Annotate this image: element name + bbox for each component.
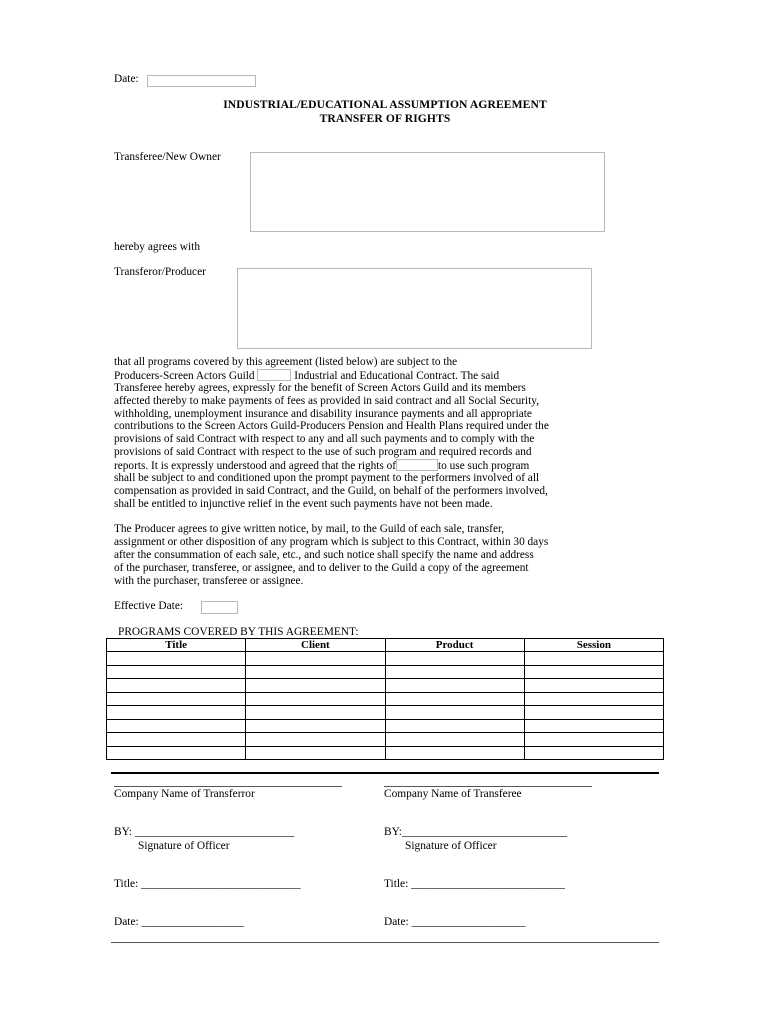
transferee-company-line[interactable] bbox=[384, 786, 592, 787]
paragraph-text: reports. It is expressly understood and agreed that the rights of bbox=[114, 460, 397, 473]
transferee-signature-label: Signature of Officer bbox=[405, 840, 497, 852]
title-cell[interactable] bbox=[107, 665, 246, 679]
product-cell[interactable] bbox=[385, 652, 524, 666]
client-cell[interactable] bbox=[246, 652, 385, 666]
notice-paragraph bbox=[114, 523, 659, 587]
programs-heading: PROGRAMS COVERED BY THIS AGREEMENT: bbox=[118, 626, 359, 638]
transferee-company-label: Company Name of Transferee bbox=[384, 788, 522, 800]
session-cell[interactable] bbox=[524, 652, 663, 666]
session-cell[interactable] bbox=[524, 733, 663, 747]
table-row bbox=[107, 733, 664, 747]
product-cell[interactable] bbox=[385, 679, 524, 693]
product-cell[interactable] bbox=[385, 692, 524, 706]
bottom-divider bbox=[111, 942, 659, 943]
title-cell[interactable] bbox=[107, 719, 246, 733]
transferee-by-line[interactable]: BY:_____________________________ bbox=[384, 826, 568, 838]
paragraph-line bbox=[114, 369, 659, 382]
paragraph-line: of the purchaser, transferee, or assignee, and to deliver to the Guild a copy of the agreement bbox=[114, 561, 529, 574]
paragraph-line: shall be subject to and conditioned upon the prompt payment to the performers involved of all bbox=[114, 472, 540, 485]
paragraph-line: shall be entitled to injunctive relief in the event such payments have not been made. bbox=[114, 497, 493, 510]
paragraph-line: The Producer agrees to give written notice, by mail, to the Guild of each sale, transfer, bbox=[114, 523, 505, 535]
section-divider bbox=[111, 772, 659, 774]
programs-table bbox=[106, 638, 664, 760]
rights-holder-field[interactable] bbox=[396, 459, 438, 471]
paragraph-line: compensation as provided in said Contract, and the Guild, on behalf of the performers involved, bbox=[114, 484, 548, 497]
column-header-session: Session bbox=[524, 639, 663, 652]
product-cell[interactable] bbox=[385, 665, 524, 679]
paragraph-line: assignment or other disposition of any program which is subject to this Contract, within 30 days bbox=[114, 535, 549, 548]
table-row bbox=[107, 665, 664, 679]
title-cell[interactable] bbox=[107, 679, 246, 693]
client-cell[interactable] bbox=[246, 679, 385, 693]
transferee-label: Transferee/New Owner bbox=[114, 151, 221, 163]
paragraph-line bbox=[114, 459, 659, 472]
client-cell[interactable] bbox=[246, 692, 385, 706]
client-cell[interactable] bbox=[246, 706, 385, 720]
paragraph-text: Producers-Screen Actors Guild bbox=[114, 369, 255, 382]
transferror-by-line[interactable]: BY: ____________________________ bbox=[114, 826, 295, 838]
client-cell[interactable] bbox=[246, 733, 385, 747]
paragraph-line: that all programs covered by this agreement (listed below) are subject to the bbox=[114, 356, 458, 368]
product-cell[interactable] bbox=[385, 719, 524, 733]
date-label: Date: bbox=[114, 73, 139, 85]
contract-year-field[interactable] bbox=[257, 369, 291, 381]
session-cell[interactable] bbox=[524, 719, 663, 733]
paragraph-line: provisions of said Contract with respect to the use of such program and required records and bbox=[114, 446, 532, 459]
title-cell[interactable] bbox=[107, 746, 246, 760]
paragraph-line: provisions of said Contract with respect to any and all such payments and to comply with the bbox=[114, 433, 535, 446]
paragraph-text: to use such program bbox=[438, 460, 530, 473]
transferror-title-line[interactable]: Title: ____________________________ bbox=[114, 878, 301, 890]
title-cell[interactable] bbox=[107, 706, 246, 720]
session-cell[interactable] bbox=[524, 665, 663, 679]
column-header-product: Product bbox=[385, 639, 524, 652]
paragraph-line: Transferee hereby agrees, expressly for the benefit of Screen Actors Guild and its members bbox=[114, 381, 526, 394]
transferror-signature-label: Signature of Officer bbox=[138, 840, 230, 852]
transferror-date-line[interactable]: Date: __________________ bbox=[114, 916, 245, 928]
table-header-row bbox=[107, 639, 664, 652]
agreement-paragraph bbox=[114, 356, 659, 511]
transferor-label: Transferor/Producer bbox=[114, 266, 206, 278]
paragraph-line: with the purchaser, transferee or assignee. bbox=[114, 574, 304, 587]
product-cell[interactable] bbox=[385, 706, 524, 720]
paragraph-line: affected thereby to make payments of fees as provided in said contract and all Social Security, bbox=[114, 394, 540, 407]
transferee-field[interactable] bbox=[250, 152, 605, 232]
product-cell[interactable] bbox=[385, 746, 524, 760]
effective-date-label: Effective Date: bbox=[114, 600, 184, 612]
table-row bbox=[107, 652, 664, 666]
column-header-client: Client bbox=[246, 639, 385, 652]
table-row bbox=[107, 746, 664, 760]
table-row bbox=[107, 679, 664, 693]
effective-date-field[interactable] bbox=[201, 601, 238, 614]
title-cell[interactable] bbox=[107, 692, 246, 706]
transferee-date-line[interactable]: Date: ____________________ bbox=[384, 916, 526, 928]
agrees-label: hereby agrees with bbox=[114, 241, 201, 253]
transferror-company-line[interactable] bbox=[114, 786, 342, 787]
title-cell[interactable] bbox=[107, 652, 246, 666]
title-cell[interactable] bbox=[107, 733, 246, 747]
product-cell[interactable] bbox=[385, 733, 524, 747]
paragraph-text: Industrial and Educational Contract. The said bbox=[294, 369, 500, 382]
paragraph-line: after the consummation of each sale, etc., and such notice shall specify the name and address bbox=[114, 548, 534, 561]
table-row bbox=[107, 719, 664, 733]
table-row bbox=[107, 692, 664, 706]
session-cell[interactable] bbox=[524, 692, 663, 706]
session-cell[interactable] bbox=[524, 706, 663, 720]
transferor-field[interactable] bbox=[237, 268, 592, 349]
table-row bbox=[107, 706, 664, 720]
transferror-company-label: Company Name of Transferror bbox=[114, 788, 255, 800]
form-title-line1: INDUSTRIAL/EDUCATIONAL ASSUMPTION AGREEMENT bbox=[223, 98, 547, 111]
form-title-line2: TRANSFER OF RIGHTS bbox=[319, 112, 451, 125]
session-cell[interactable] bbox=[524, 679, 663, 693]
session-cell[interactable] bbox=[524, 746, 663, 760]
client-cell[interactable] bbox=[246, 746, 385, 760]
column-header-title: Title bbox=[107, 639, 246, 652]
paragraph-line: withholding, unemployment insurance and disability insurance payments and all appropriate bbox=[114, 407, 532, 420]
paragraph-line: contributions to the Screen Actors Guild-Producers Pension and Health Plans required under the bbox=[114, 420, 549, 433]
client-cell[interactable] bbox=[246, 665, 385, 679]
transferee-title-line[interactable]: Title: ___________________________ bbox=[384, 878, 565, 890]
client-cell[interactable] bbox=[246, 719, 385, 733]
date-field[interactable] bbox=[147, 75, 256, 87]
